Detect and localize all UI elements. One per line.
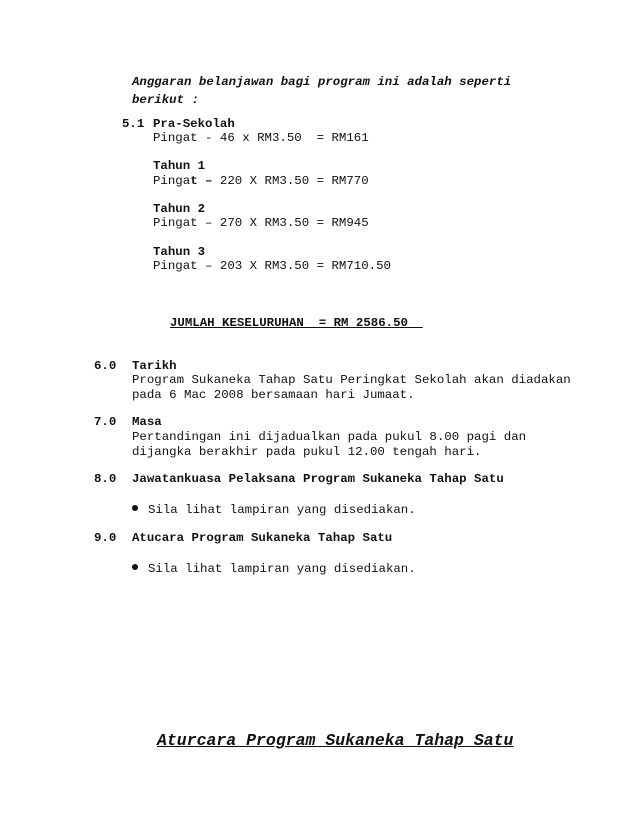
- budget-line-prasekolah: Pingat - 46 x RM3.50 = RM161: [153, 131, 369, 145]
- budget-section-title: Pra-Sekolah: [153, 117, 235, 131]
- section-title-atucara: Atucara Program Sukaneka Tahap Satu: [132, 531, 393, 545]
- budget-line-tahun-3: Pingat – 203 X RM3.50 = RM710.50: [153, 259, 391, 273]
- section-title-masa: Masa: [132, 415, 162, 429]
- section-title-tarikh: Tarikh: [132, 359, 177, 373]
- budget-group-title-tahun-1: Tahun 1: [153, 159, 206, 173]
- section-number-8: 8.0: [94, 472, 117, 486]
- footer-heading: Aturcara Program Sukaneka Tahap Satu: [157, 731, 514, 750]
- section-title-jawatankuasa: Jawatankuasa Pelaksana Program Sukaneka Tahap Satu: [132, 472, 504, 486]
- section-text-masa-2: dijangka berakhir pada pukul 12.00 tengah hari.: [132, 445, 482, 459]
- bullet-item-atucara: Sila lihat lampiran yang disediakan.: [132, 562, 416, 576]
- budget-group-title-tahun-3: Tahun 3: [153, 245, 206, 259]
- bullet-item-jawatankuasa: Sila lihat lampiran yang disediakan.: [132, 503, 416, 517]
- section-text-tarikh-2: pada 6 Mac 2008 bersamaan hari Jumaat.: [132, 388, 415, 402]
- bullet-icon: [132, 505, 138, 511]
- budget-total: JUMLAH KESELURUHAN = RM 2586.50: [170, 316, 423, 330]
- section-number-6: 6.0: [94, 359, 117, 373]
- section-text-tarikh-1: Program Sukaneka Tahap Satu Peringkat Sekolah akan diadakan: [132, 373, 571, 387]
- budget-section-number: 5.1: [122, 117, 145, 131]
- section-number-7: 7.0: [94, 415, 117, 429]
- intro-line-1: Anggaran belanjawan bagi program ini adalah seperti: [132, 75, 512, 89]
- section-number-9: 9.0: [94, 531, 117, 545]
- section-text-masa-1: Pertandingan ini dijadualkan pada pukul 8.00 pagi dan: [132, 430, 527, 444]
- bullet-icon: [132, 564, 138, 570]
- budget-line-tahun-2: Pingat – 270 X RM3.50 = RM945: [153, 216, 369, 230]
- budget-group-title-tahun-2: Tahun 2: [153, 202, 206, 216]
- budget-line-tahun-1: Pingat – 220 X RM3.50 = RM770: [153, 174, 369, 188]
- intro-paragraph: [132, 73, 564, 109]
- intro-line-2: berikut :: [132, 93, 199, 107]
